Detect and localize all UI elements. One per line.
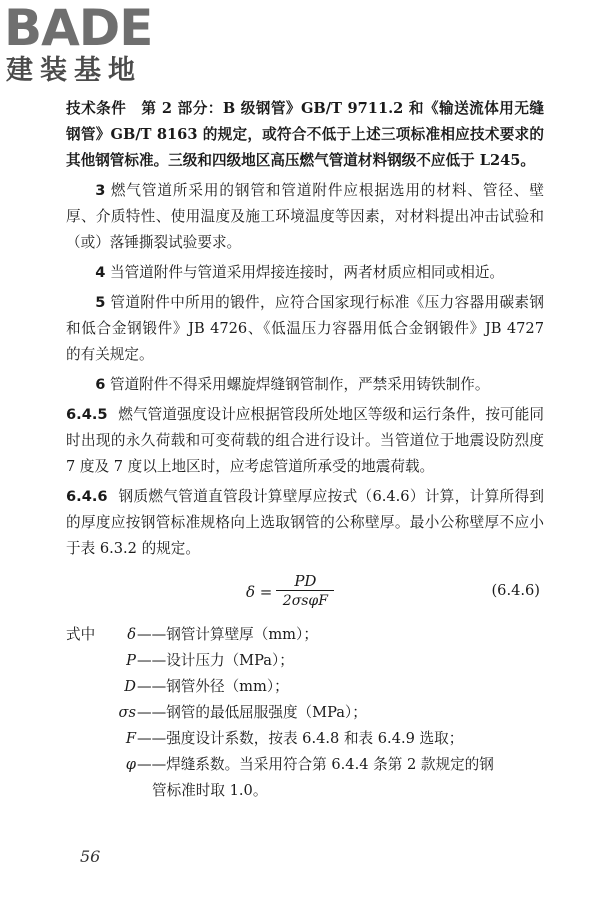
definition-text: ——钢管的最低屈服强度（MPa）； [137, 704, 367, 721]
item-text: 燃气管道所采用的钢管和管道附件应根据选用的材料、管径、壁厚、介质特性、使用温度及施工环境温度等因素，对材料提出冲击试验和（或）落锤撕裂试验要求。 [66, 182, 544, 251]
formula-numerator: PD [294, 572, 317, 590]
definition-text: ——钢管外径（mm）； [137, 678, 289, 695]
definition-text: ——钢管计算壁厚（mm）； [137, 626, 318, 643]
definition-symbol: P [126, 652, 136, 669]
clause-number: 6.4.6 [66, 488, 108, 505]
page-number: 56 [80, 847, 101, 866]
logo-subtitle: 建装基地 [6, 55, 142, 86]
definition-row [66, 752, 544, 778]
item-3 [66, 178, 544, 256]
formula-number: (6.4.6) [491, 582, 540, 599]
item-6 [66, 372, 544, 398]
item-number: 5 [95, 294, 106, 311]
definition-symbol: D [124, 678, 136, 695]
clause-text: 钢质燃气管道直管段计算壁厚应按式（6.4.6）计算，计算所得到的厚度应按钢管标准规格向上选取钢管的公称壁厚。最小公称壁厚不应小于表 6.3.2 的规定。 [66, 488, 544, 557]
item-number: 3 [95, 182, 106, 199]
definition-symbol: σs [118, 704, 136, 721]
item-text: 管道附件中所用的锻件，应符合国家现行标准《压力容器用碳素钢和低合金钢锻件》JB 4726、《低温压力容器用低合金钢锻件》JB 4727 的有关规定。 [66, 294, 544, 363]
definitions-intro: 式中 [66, 626, 96, 643]
clause-number: 6.4.5 [66, 406, 108, 423]
definition-row [66, 622, 544, 648]
definition-row [66, 700, 544, 726]
formula-fraction [276, 572, 334, 611]
clause-6-4-6 [66, 484, 544, 562]
formula-lhs: δ = [246, 582, 273, 601]
symbol-definitions [66, 622, 544, 804]
formula-expression [246, 572, 334, 611]
bade-logo [4, 2, 184, 92]
item-4 [66, 260, 544, 286]
definition-symbol: φ [125, 756, 136, 773]
logo-wordmark: BADE [4, 0, 153, 57]
document-body [66, 96, 544, 804]
item-text: 管道附件不得采用螺旋焊缝钢管制作，严禁采用铸铁制作。 [109, 376, 490, 393]
paragraph-continued: 技术条件 第 2 部分：B 级钢管》GB/T 9711.2 和《输送流体用无缝钢管》GB/T 8163 的规定，或符合不低于上述三项标准相应技术要求的其他钢管标准。三级和四级地区高压燃气管道材料钢级不应低于 L245。 [66, 100, 544, 169]
definition-continuation: 管标准时取 1.0。 [152, 782, 268, 799]
definition-symbol: F [125, 730, 136, 747]
wall-thickness-formula [66, 566, 544, 618]
definition-row [66, 648, 544, 674]
definition-row [66, 674, 544, 700]
definition-symbol: δ [127, 626, 136, 643]
item-5 [66, 290, 544, 368]
item-text: 当管道附件与管道采用焊接连接时，两者材质应相同或相近。 [109, 264, 505, 281]
item-number: 4 [95, 264, 106, 281]
formula-denominator: 2σsφF [282, 593, 328, 609]
item-number: 6 [95, 376, 106, 393]
definition-text: ——强度设计系数，按表 6.4.8 和表 6.4.9 选取； [137, 730, 464, 747]
definition-row [66, 726, 544, 752]
clause-6-4-5 [66, 402, 544, 480]
clause-text: 燃气管道强度设计应根据管段所处地区等级和运行条件，按可能同时出现的永久荷载和可变荷载的组合进行设计。当管道位于地震设防烈度 7 度及 7 度以上地区时，应考虑管道所承受的地震荷载。 [66, 406, 544, 475]
definition-text: ——设计压力（MPa）； [137, 652, 294, 669]
definition-text: ——焊缝系数。当采用符合第 6.4.4 条第 2 款规定的钢 [137, 756, 494, 773]
